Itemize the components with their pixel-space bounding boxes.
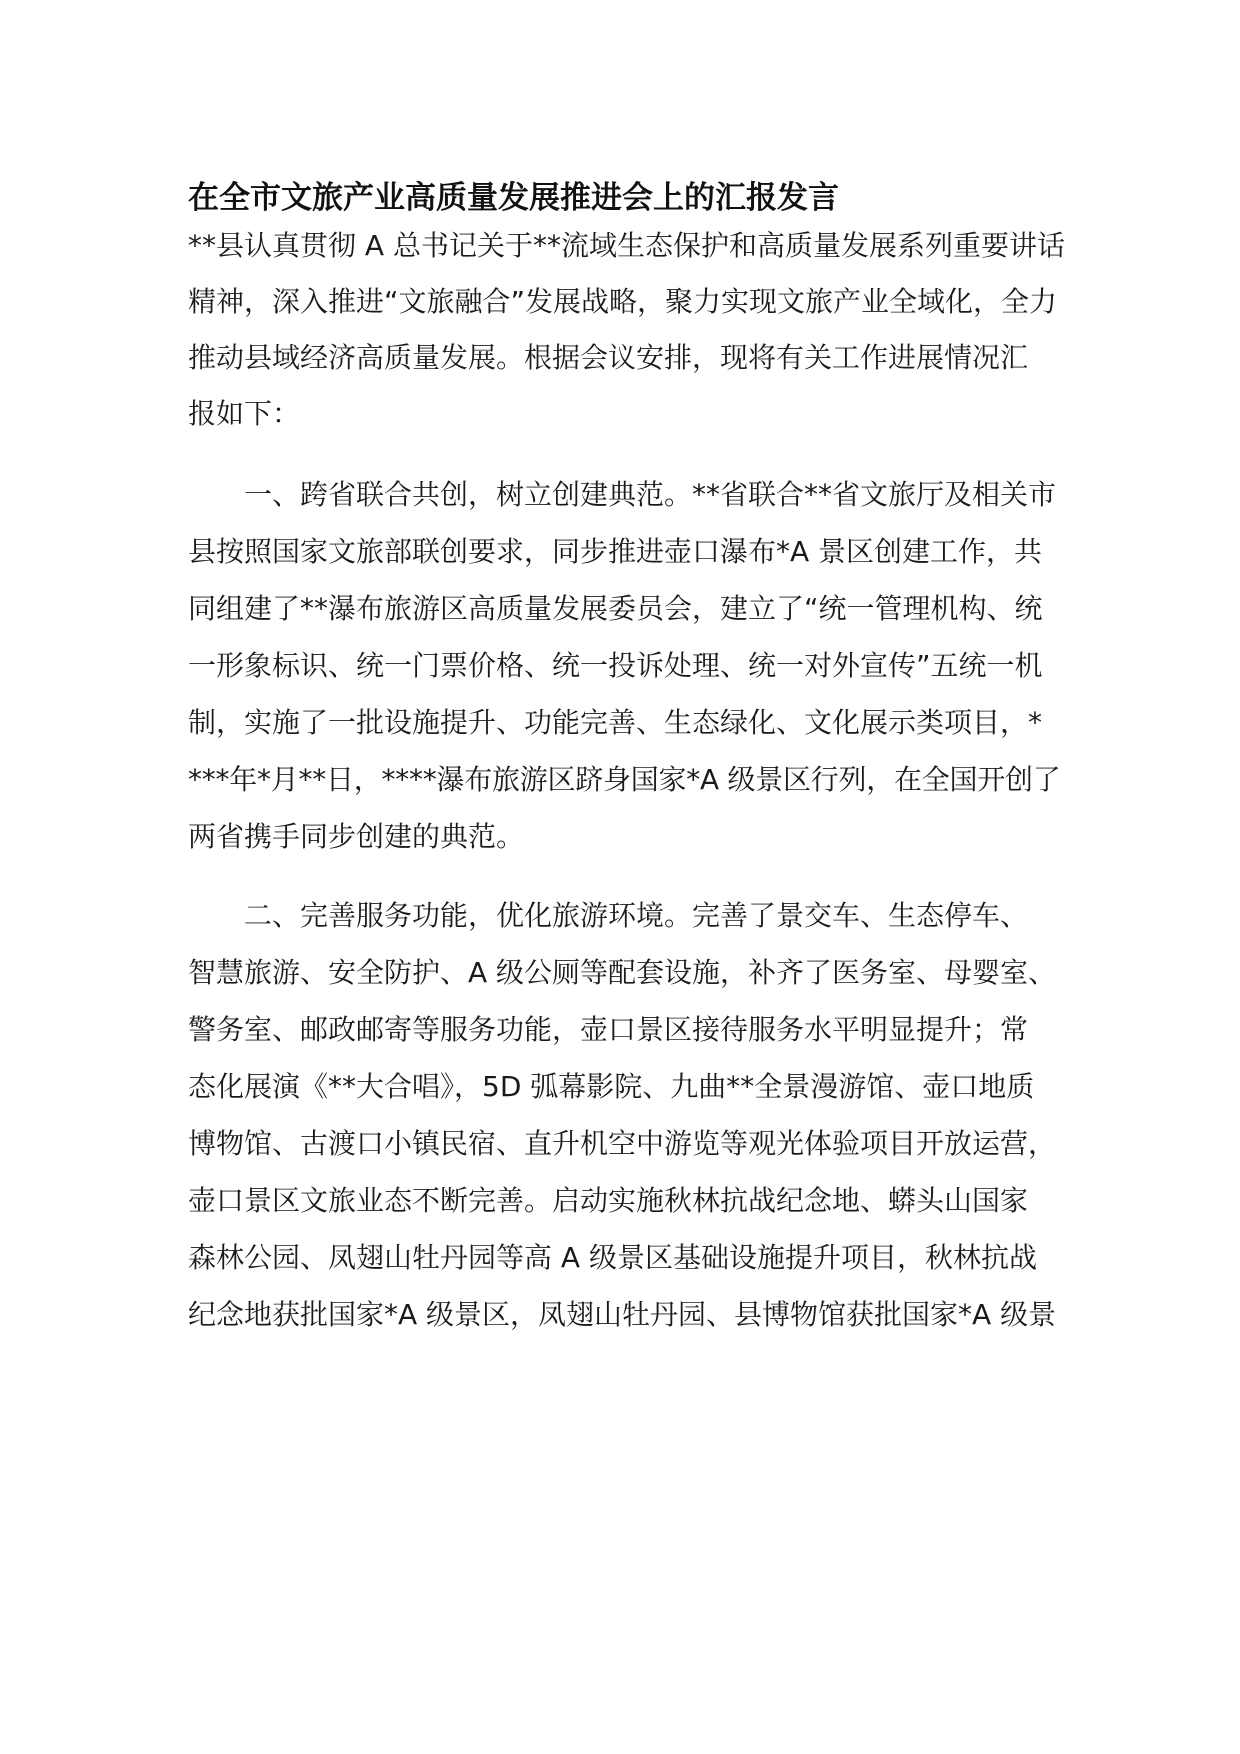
intro-line-4: 报如下： [188,397,301,430]
section1-line-6: ***年*月**日，****瀑布旅游区跻身国家*A 级景区行列，在全国开创了 [188,763,1061,796]
section1-line-1: 一、跨省联合共创，树立创建典范。**省联合**省文旅厅及相关市 [188,478,1057,511]
document-title: 在全市文旅产业高质量发展推进会上的汇报发言 [188,180,839,216]
section1-line-7: 两省携手同步创建的典范。 [188,820,525,853]
section2-line-1: 二、完善服务功能，优化旅游环境。完善了景交车、生态停车、 [188,899,1029,932]
section1-line-2: 县按照国家文旅部联创要求，同步推进壶口瀑布*A 景区创建工作，共 [188,535,1043,568]
section2-line-2: 智慧旅游、安全防护、A 级公厕等配套设施，补齐了医务室、母婴室、 [188,956,1057,989]
intro-line-1: **县认真贯彻 A 总书记关于**流域生态保护和高质量发展系列重要讲话 [188,229,1065,262]
section1-line-4: 一形象标识、统一门票价格、统一投诉处理、统一对外宣传”五统一机 [188,649,1043,682]
section2-line-3: 警务室、邮政邮寄等服务功能，壶口景区接待服务水平明显提升；常 [188,1013,1029,1046]
section2-line-5: 博物馆、古渡口小镇民宿、直升机空中游览等观光体验项目开放运营， [188,1127,1057,1160]
section1-line-3: 同组建了**瀑布旅游区高质量发展委员会，建立了“统一管理机构、统 [188,592,1043,625]
section2-line-4: 态化展演《**大合唱》，5D 弧幕影院、九曲**全景漫游馆、壶口地质 [188,1070,1035,1103]
intro-line-3: 推动县域经济高质量发展。根据会议安排，现将有关工作进展情况汇 [188,341,1029,374]
section2-line-6: 壶口景区文旅业态不断完善。启动实施秋林抗战纪念地、蟒头山国家 [188,1184,1029,1217]
section2-line-8: 纪念地获批国家*A 级景区，凤翅山牡丹园、县博物馆获批国家*A 级景 [188,1298,1057,1331]
section2-line-7: 森林公园、凤翅山牡丹园等高 A 级景区基础设施提升项目，秋林抗战 [188,1241,1037,1274]
intro-line-2: 精神，深入推进“文旅融合”发展战略，聚力实现文旅产业全域化，全力 [188,285,1058,318]
section1-line-5: 制，实施了一批设施提升、功能完善、生态绿化、文化展示类项目，* [188,706,1043,739]
